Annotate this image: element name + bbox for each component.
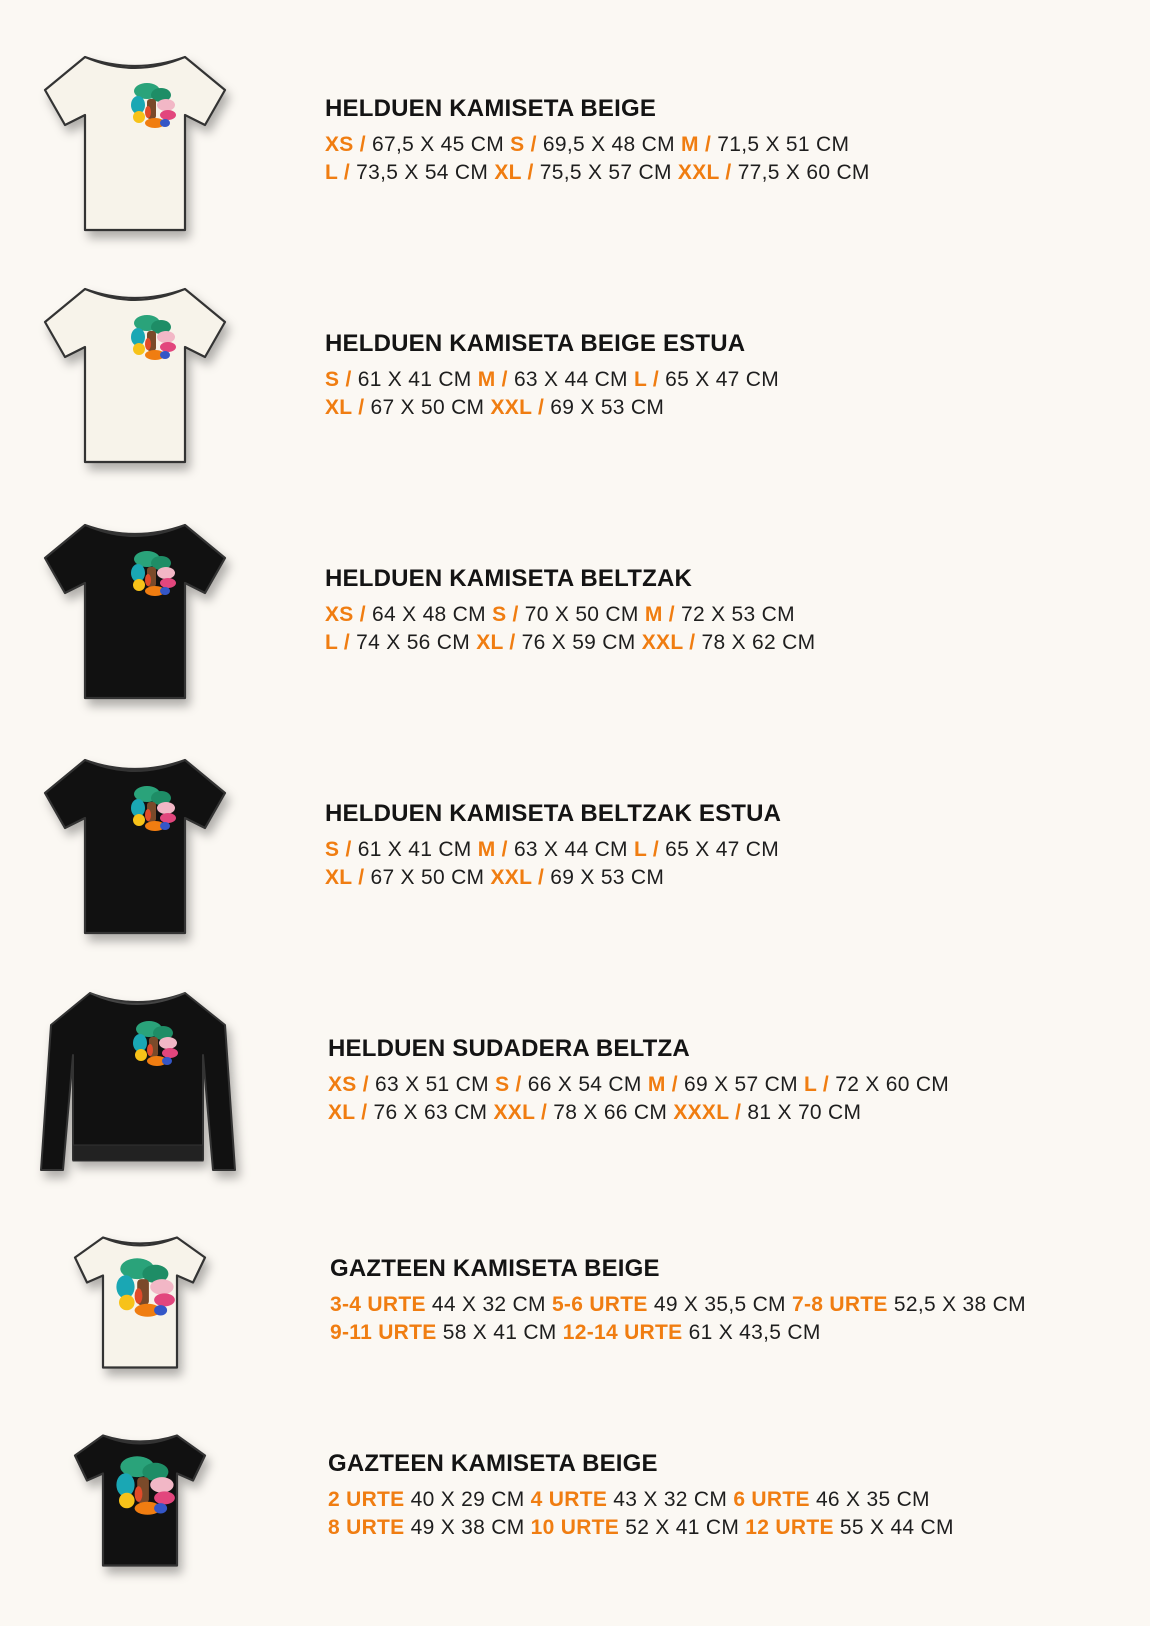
product-title: HELDUEN KAMISETA BELTZAK [325,565,693,592]
size-dimensions: 74 X 56 CM [356,631,471,654]
size-dimensions: 71,5 X 51 CM [717,133,850,156]
product-row [0,510,1150,720]
size-dimensions: 81 X 70 CM [747,1101,862,1124]
product-info [328,1035,949,1127]
size-label: 7-8 URTE [791,1293,888,1316]
size-line [328,1071,949,1099]
size-dimensions: 72 X 53 CM [681,603,795,626]
size-label: L / [325,161,351,184]
size-label: 2 URTE [328,1488,405,1511]
size-dimensions: 69 X 53 CM [550,396,665,419]
size-dimensions: 67 X 50 CM [370,396,485,419]
size-dimensions: 67 X 50 CM [370,866,485,889]
size-label: 4 URTE [530,1488,608,1511]
size-dimensions: 63 X 51 CM [375,1073,489,1096]
size-line [328,1099,949,1127]
size-dimensions: 49 X 35,5 CM [653,1293,786,1316]
size-dimensions: 78 X 62 CM [701,631,816,654]
size-line [325,629,815,657]
size-dimensions: 70 X 50 CM [524,603,639,626]
size-label: 10 URTE [530,1516,620,1539]
product-title: HELDUEN KAMISETA BEIGE ESTUA [325,330,746,357]
size-dimensions: 49 X 38 CM [410,1516,525,1539]
size-label: L / [325,631,351,654]
size-line [325,394,779,422]
size-label: M / [477,838,508,861]
size-label: XL / [494,161,534,184]
size-dimensions: 69 X 57 CM [684,1073,798,1096]
size-dimensions: 40 X 29 CM [410,1488,525,1511]
size-label: XL / [325,866,365,889]
size-dimensions: 65 X 47 CM [665,838,780,861]
size-label: XXXL / [673,1101,742,1124]
size-dimensions: 46 X 35 CM [815,1488,930,1511]
product-row [0,1215,1150,1395]
size-dimensions: 77,5 X 60 CM [737,161,870,184]
size-line [325,601,815,629]
product-title: HELDUEN KAMISETA BEIGE [325,95,657,122]
size-label: S / [325,368,352,391]
size-label: XXL / [490,866,545,889]
tshirt-illustration [35,45,235,240]
size-dimensions: 75,5 X 57 CM [539,161,672,184]
size-label: 12 URTE [745,1516,834,1539]
product-title: GAZTEEN KAMISETA BEIGE [330,1255,660,1282]
size-label: L / [804,1073,830,1096]
size-dimensions: 69,5 X 48 CM [542,133,675,156]
size-label: XS / [325,603,366,626]
tshirt-illustration [35,277,235,472]
size-label: XS / [328,1073,369,1096]
size-dimensions: 61 X 41 CM [357,838,472,861]
size-dimensions: 76 X 63 CM [373,1101,488,1124]
kids-tshirt-illustration [55,1418,225,1583]
sweatshirt-illustration [35,985,240,1185]
size-label: XS / [325,133,366,156]
size-dimensions: 55 X 44 CM [839,1516,954,1539]
size-line [328,1486,954,1514]
size-dimensions: 63 X 44 CM [513,838,628,861]
product-info [328,1450,954,1542]
size-line [328,1514,954,1542]
size-list [328,1071,949,1127]
size-label: 6 URTE [733,1488,810,1511]
size-dimensions: 58 X 41 CM [442,1321,557,1344]
size-label: M / [644,603,675,626]
size-list [330,1291,1026,1347]
product-row [0,980,1150,1190]
size-dimensions: 52,5 X 38 CM [893,1293,1026,1316]
size-dimensions: 73,5 X 54 CM [356,161,489,184]
size-line [325,159,870,187]
size-label: XL / [325,396,365,419]
size-line [330,1291,1026,1319]
size-label: 5-6 URTE [551,1293,648,1316]
product-info [325,565,815,657]
size-line [325,366,779,394]
product-info [325,330,779,422]
size-label: S / [510,133,537,156]
size-line [325,864,781,892]
size-list [328,1486,954,1542]
size-label: L / [633,838,660,861]
size-dimensions: 61 X 41 CM [357,368,472,391]
size-list [325,366,779,422]
size-label: 12-14 URTE [562,1321,683,1344]
size-dimensions: 67,5 X 45 CM [372,133,505,156]
tshirt-illustration [35,748,235,943]
size-dimensions: 72 X 60 CM [835,1073,950,1096]
size-line [325,836,781,864]
size-label: S / [495,1073,522,1096]
product-row [0,40,1150,250]
size-dimensions: 52 X 41 CM [625,1516,740,1539]
size-list [325,131,870,187]
product-info [330,1255,1026,1347]
size-dimensions: 66 X 54 CM [527,1073,642,1096]
size-label: L / [633,368,660,391]
product-info [325,95,870,187]
size-label: S / [325,838,352,861]
size-label: XXL / [493,1101,548,1124]
product-row [0,1410,1150,1590]
size-label: XXL / [641,631,696,654]
size-list [325,836,781,892]
size-label: XL / [476,631,516,654]
tshirt-illustration [35,513,235,708]
size-label: S / [492,603,519,626]
size-line [325,131,870,159]
product-title: HELDUEN SUDADERA BELTZA [328,1035,690,1062]
size-label: XXL / [490,396,545,419]
size-list [325,601,815,657]
size-label: M / [647,1073,678,1096]
size-dimensions: 78 X 66 CM [553,1101,668,1124]
size-label: 3-4 URTE [330,1293,426,1316]
product-row [0,275,1150,485]
kids-tshirt-illustration [55,1220,225,1385]
size-label: 8 URTE [328,1516,405,1539]
size-line [330,1319,1026,1347]
size-label: M / [477,368,508,391]
product-title: GAZTEEN KAMISETA BEIGE [328,1450,658,1477]
size-dimensions: 61 X 43,5 CM [688,1321,821,1344]
size-label: XXL / [677,161,732,184]
size-label: 9-11 URTE [330,1321,437,1344]
size-dimensions: 64 X 48 CM [372,603,486,626]
size-dimensions: 69 X 53 CM [550,866,665,889]
size-dimensions: 43 X 32 CM [613,1488,728,1511]
product-title: HELDUEN KAMISETA BELTZAK ESTUA [325,800,782,827]
size-dimensions: 76 X 59 CM [521,631,636,654]
size-label: XL / [328,1101,368,1124]
product-info [325,800,781,892]
size-dimensions: 65 X 47 CM [665,368,780,391]
size-label: M / [681,133,712,156]
size-dimensions: 63 X 44 CM [513,368,628,391]
size-dimensions: 44 X 32 CM [431,1293,546,1316]
product-row [0,745,1150,955]
